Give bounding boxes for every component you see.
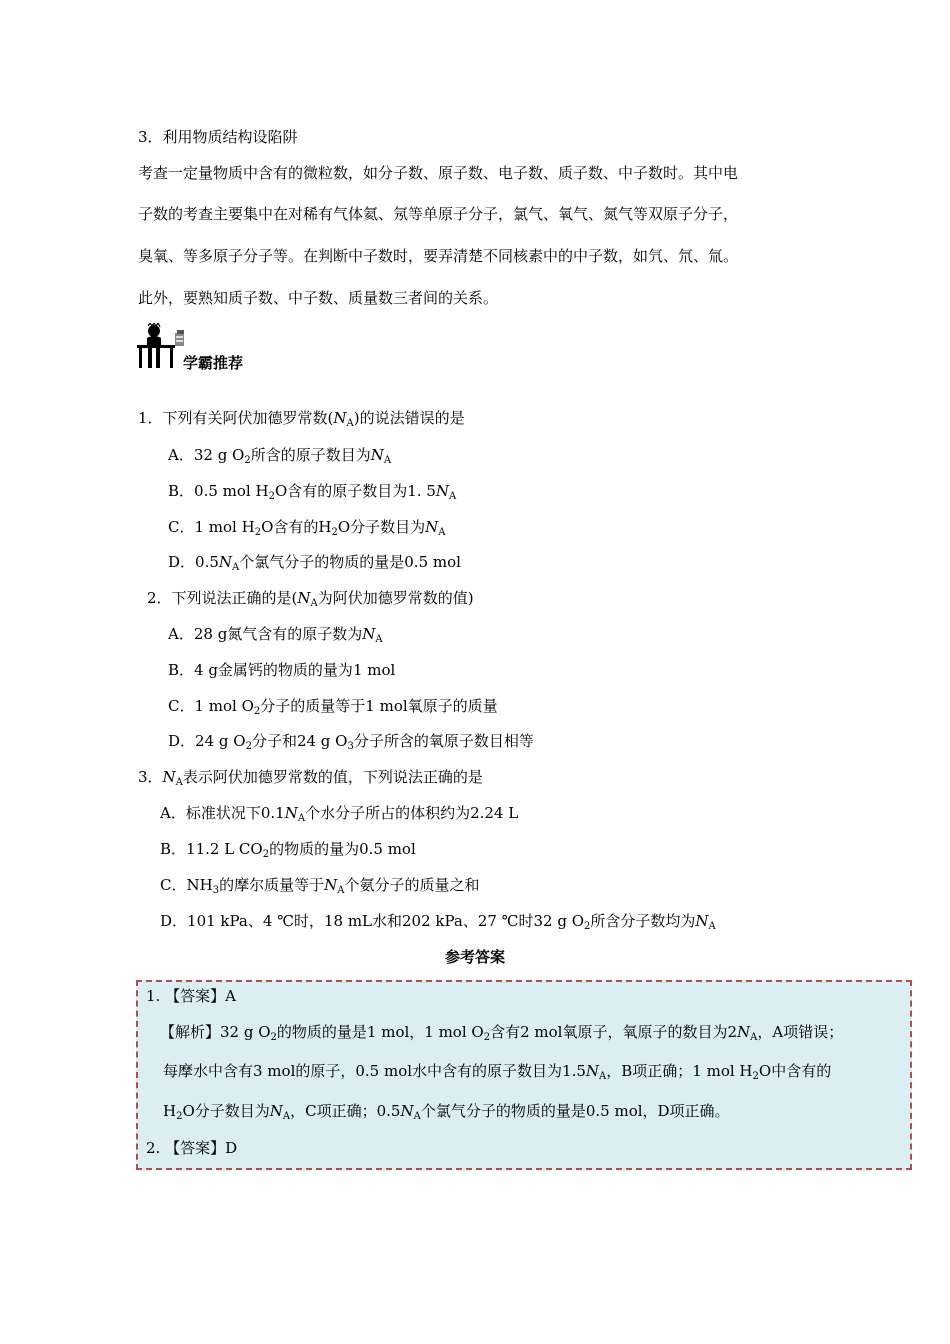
intro-line-3: 臭氧、等多原子分子等。在判断中子数时，要弄清楚不同核素中的中子数，如氕、氘、氚。 [138, 247, 739, 265]
question-2-option-c: C．1 mol $O_2$分子的质量等于1 mol氧原子的质量 [168, 697, 498, 717]
question-3-option-c: C．$NH_3$的摩尔质量等于$N_A$个氨分子的质量之和 [160, 876, 480, 896]
question-3-option-a: A．标准状况下$0.1N_A$个水分子所占的体积约为2.24 L [160, 804, 519, 824]
answer-1-label: 1. 【答案】A [146, 987, 236, 1005]
question-1-option-a: A．32 g $O_2$所含的原子数目为$N_A$ [168, 446, 392, 466]
question-2-stem: 2．下列说法正确的是($N_A$为阿伏加德罗常数的值) [147, 589, 474, 609]
answer-1-explanation-line-3: $H_2O$分子数目为$N_A$，C项正确；$0.5N_A$个氯气分子的物质的量是0.5 mol，D项正确。 [163, 1102, 730, 1122]
question-1-stem: 1．下列有关阿伏加德罗常数$(N_A)$的说法错误的是 [138, 409, 465, 429]
question-2-option-d: D．24 g $O_2$分子和24 g $O_3$分子所含的氧原子数目相等 [168, 732, 534, 752]
section-title: 学霸推荐 [183, 354, 244, 372]
question-3-option-d: D．101 kPa、4 ℃时，18 mL水和202 kPa、27 ℃时32 g $O_2$所含分子数均为$N_A$ [160, 912, 716, 932]
answer-2-label: 2. 【答案】D [146, 1139, 238, 1157]
answers-title: 参考答案 [444, 948, 505, 966]
question-2-option-a: A．28 g氮气含有的原子数为$N_A$ [168, 625, 383, 645]
question-1-option-d: D．$0.5N_A$个氯气分子的物质的量是0.5 mol [168, 553, 461, 573]
question-1-option-b: B．0.5 mol $H_2O$含有的原子数目为1. $5N_A$ [168, 482, 457, 502]
question-2-option-b: B．4 g金属钙的物质的量为1 mol [168, 661, 396, 679]
answer-1-explanation-line-2: 每摩水中含有3 mol的原子，0.5 mol水中含有的原子数目为$1.5N_A$，B项正确；1 mol $H_2O$中含有的 [163, 1062, 832, 1082]
intro-heading: 3．利用物质结构设陷阱 [138, 128, 298, 146]
question-3-stem: 3．$N_A$表示阿伏加德罗常数的值，下列说法正确的是 [138, 768, 483, 788]
intro-line-4: 此外，要熟知质子数、中子数、质量数三者间的关系。 [138, 289, 499, 307]
question-1-option-c: C．1 mol $H_2O$含有的$H_2O$分子数目为$N_A$ [168, 518, 446, 538]
student-at-desk-icon [137, 323, 189, 369]
answer-1-explanation-line-1: 【解析】32 g $O_2$的物质的量是1 mol，1 mol $O_2$含有2 mol氧原子，氧原子的数目为$2N_A$，A项错误； [160, 1023, 844, 1043]
intro-line-2: 子数的考查主要集中在对稀有气体氦、氖等单原子分子，氯气、氧气、氮气等双原子分子， [138, 205, 739, 223]
intro-line-1: 考查一定量物质中含有的微粒数，如分子数、原子数、电子数、质子数、中子数时。其中电 [138, 164, 739, 182]
question-3-option-b: B．11.2 L $CO_2$的物质的量为0.5 mol [160, 840, 416, 860]
